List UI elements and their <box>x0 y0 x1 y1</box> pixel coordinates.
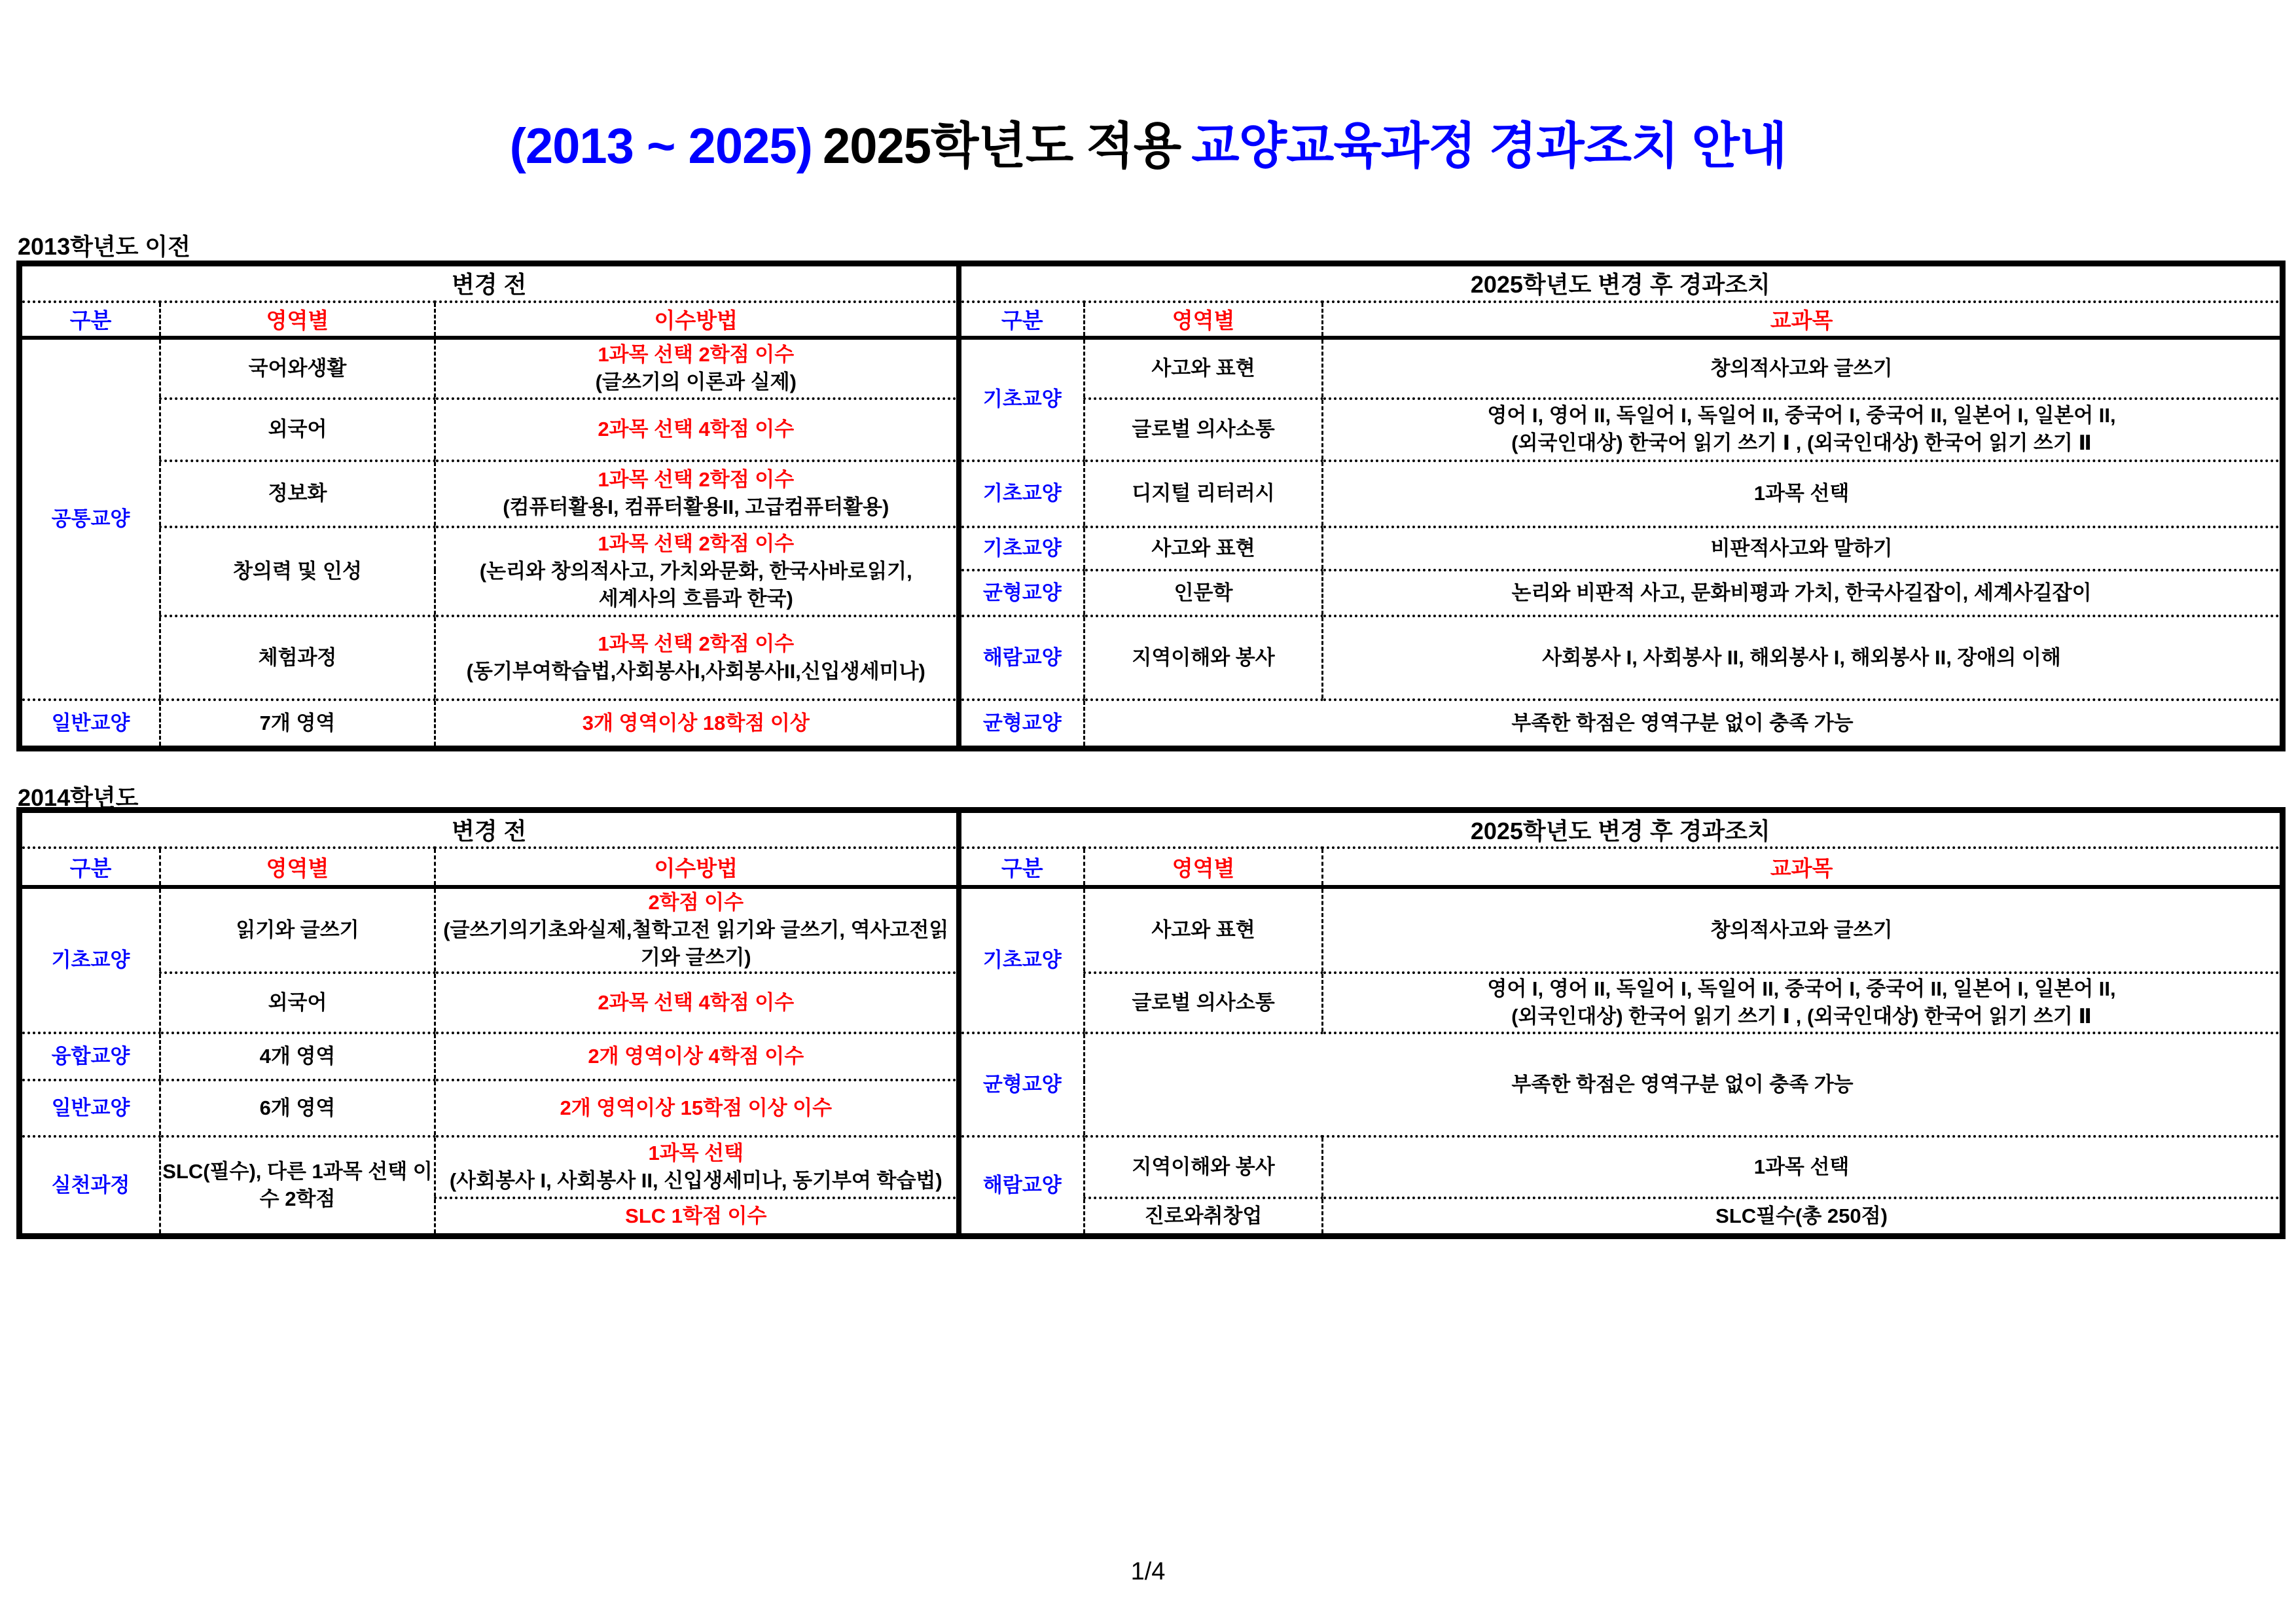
table-2014-container <box>16 807 2286 1239</box>
table-row <box>20 461 2283 527</box>
table-header-row <box>20 810 2283 848</box>
cell-text: 지역이해와 봉사 <box>1132 1155 1275 1178</box>
table-cell <box>435 1080 959 1136</box>
cell-text: 논리와 비판적 사고, 문화비평과 가치, 한국사길잡이, 세계사길잡이 <box>1511 581 2092 604</box>
cell-text: 세계사의 흐름과 한국) <box>598 586 793 610</box>
col-header-2: 이수방법 <box>435 302 959 338</box>
cell-text: 인문학 <box>1174 581 1233 604</box>
table-cell <box>1085 973 1323 1033</box>
cell-text: 공통교양 <box>51 507 130 530</box>
table-cell <box>1323 1198 2283 1236</box>
table-cell <box>435 1033 959 1080</box>
table-cell <box>1323 616 2283 700</box>
table-cell <box>435 616 959 700</box>
col-header-3: 구분 <box>959 848 1085 887</box>
cell-text: 국어와생활 <box>248 356 347 380</box>
cell-text: 2개 영역이상 4학점 이수 <box>588 1045 804 1068</box>
cell-text: (글쓰기의 이론과 실제) <box>595 370 797 393</box>
cell-text: (외국인대상) 한국어 읽기 쓰기 Ⅰ , (외국인대상) 한국어 읽기 쓰기 Ⅱ <box>1511 1005 2092 1028</box>
table-cell <box>959 570 1085 616</box>
cell-text: 1과목 선택 <box>648 1142 744 1164</box>
cell-text: 체험과정 <box>258 645 337 669</box>
table-row <box>20 527 2283 570</box>
header-before-change: 변경 전 <box>20 810 959 848</box>
table-cell <box>20 1080 160 1136</box>
cell-text: 기초교양 <box>982 948 1062 971</box>
cell-text: 기초교양 <box>982 388 1062 410</box>
cell-text: 일반교양 <box>51 1096 130 1119</box>
table-cell <box>20 1136 160 1236</box>
table-cell <box>1085 399 1323 461</box>
cell-text: 외국어 <box>268 991 327 1014</box>
table-cell <box>1323 338 2283 399</box>
col-header-4: 영역별 <box>1085 848 1323 887</box>
table-row <box>20 973 2283 1033</box>
section-label-2014: 2014학년도 <box>18 784 139 811</box>
cell-text: (사회봉사 I, 사회봉사 II, 신입생세미나, 동기부여 학습법) <box>449 1169 942 1192</box>
table-row <box>20 1033 2283 1080</box>
table-cell <box>1323 399 2283 461</box>
table-cell <box>959 338 1085 461</box>
column-header-row <box>20 848 2283 887</box>
table-row <box>20 887 2283 973</box>
table-cell <box>160 1136 435 1236</box>
table-cell <box>959 461 1085 527</box>
table-cell <box>435 1136 959 1198</box>
cell-text: 1과목 선택 <box>1753 1155 1850 1178</box>
cell-text: 1과목 선택 2학점 이수 <box>598 468 795 491</box>
table-cell <box>160 1080 435 1136</box>
table-cell <box>1085 700 2283 749</box>
table-cell <box>1085 887 1323 973</box>
table-cell <box>1085 527 1323 570</box>
table-cell <box>959 700 1085 749</box>
table-cell <box>160 461 435 527</box>
table-cell <box>959 887 1085 1033</box>
table-cell <box>160 616 435 700</box>
cell-text: (논리와 창의적사고, 가치와문화, 한국사바로읽기, <box>479 559 912 583</box>
cell-text: 사고와 표현 <box>1151 536 1255 560</box>
cell-text: 기초교양 <box>982 482 1062 505</box>
transition-table-2014 <box>16 807 2286 1239</box>
cell-text: 창의적사고와 글쓰기 <box>1710 356 1893 380</box>
table-cell <box>435 399 959 461</box>
cell-text: 일반교양 <box>51 711 130 734</box>
table-cell <box>1085 1033 2283 1136</box>
table-row <box>20 616 2283 700</box>
cell-text: 균형교양 <box>982 711 1062 734</box>
transition-table-2013 <box>16 261 2286 751</box>
table-cell <box>435 461 959 527</box>
cell-text: 1과목 선택 2학점 이수 <box>598 532 795 555</box>
table-cell <box>20 887 160 1033</box>
col-header-4: 영역별 <box>1085 302 1323 338</box>
cell-text: 정보화 <box>268 482 327 505</box>
cell-text: 지역이해와 봉사 <box>1132 645 1275 669</box>
table-cell <box>160 887 435 973</box>
col-header-5: 교과목 <box>1323 302 2283 338</box>
cell-text: 진로와취창업 <box>1144 1204 1263 1227</box>
table-cell <box>160 338 435 399</box>
col-header-1: 영역별 <box>160 848 435 887</box>
section-label-2013: 2013학년도 이전 <box>18 233 190 260</box>
cell-text: 6개 영역 <box>259 1096 336 1119</box>
table-cell <box>1085 1198 1323 1236</box>
table-cell <box>1323 1136 2283 1198</box>
table-cell <box>1323 887 2283 973</box>
cell-text: 사고와 표현 <box>1151 918 1255 941</box>
cell-text: 2과목 선택 4학점 이수 <box>598 418 795 441</box>
table-cell <box>1323 973 2283 1033</box>
col-header-5: 교과목 <box>1323 848 2283 887</box>
cell-text: 2개 영역이상 15학점 이상 이수 <box>560 1096 833 1119</box>
title-main: 교양교육과정 경과조치 안내 <box>1191 118 1787 174</box>
cell-text: 1과목 선택 2학점 이수 <box>598 632 795 655</box>
cell-text: 해람교양 <box>982 645 1062 669</box>
table-cell <box>1323 527 2283 570</box>
cell-text: 기초교양 <box>982 536 1062 560</box>
cell-text: (외국인대상) 한국어 읽기 쓰기 Ⅰ , (외국인대상) 한국어 읽기 쓰기 Ⅱ <box>1511 431 2092 454</box>
cell-text: 7개 영역 <box>259 711 336 734</box>
cell-text: (동기부여학습법,사회봉사I,사회봉사II,신입생세미나) <box>466 659 925 683</box>
table-cell <box>435 1198 959 1236</box>
cell-text: 글로벌 의사소통 <box>1132 418 1275 441</box>
cell-text: 2학점 이수 <box>648 891 744 914</box>
cell-text: 2과목 선택 4학점 이수 <box>598 991 795 1014</box>
table-row <box>20 1136 2283 1198</box>
header-after-change: 2025학년도 변경 후 경과조치 <box>959 810 2283 848</box>
table-cell <box>160 973 435 1033</box>
table-cell <box>959 616 1085 700</box>
cell-text: 균형교양 <box>982 581 1062 604</box>
table-cell <box>435 338 959 399</box>
table-cell <box>1085 461 1323 527</box>
cell-text: 창의력 및 인성 <box>233 559 362 583</box>
cell-text: 부족한 학점은 영역구분 없이 충족 가능 <box>1511 1073 1854 1096</box>
col-header-3: 구분 <box>959 302 1085 338</box>
table-cell <box>20 338 160 700</box>
cell-text: 사고와 표현 <box>1151 356 1255 380</box>
title-year-range: (2013 ~ 2025) <box>509 118 812 174</box>
table-cell <box>435 973 959 1033</box>
cell-text: (글쓰기의기초와실제,철학고전 읽기와 글쓰기, 역사고전읽기와 글쓰기) <box>443 918 949 969</box>
table-cell <box>1085 338 1323 399</box>
cell-text: 1과목 선택 2학점 이수 <box>598 342 795 366</box>
header-after-change: 2025학년도 변경 후 경과조치 <box>959 264 2283 302</box>
table-cell <box>959 1136 1085 1236</box>
cell-text: (컴퓨터활용I, 컴퓨터활용II, 고급컴퓨터활용) <box>503 496 889 518</box>
cell-text: 읽기와 글쓰기 <box>236 918 359 941</box>
table-cell <box>1323 461 2283 527</box>
cell-text: 1과목 선택 <box>1753 482 1850 505</box>
cell-text: 기초교양 <box>51 948 130 971</box>
cell-text: 영어 I, 영어 II, 독일어 I, 독일어 II, 중국어 I, 중국어 II, 일본어 I, 일본어 II, <box>1487 977 2116 1000</box>
cell-text: 4개 영역 <box>259 1045 336 1068</box>
cell-text: 글로벌 의사소통 <box>1132 991 1275 1014</box>
col-header-1: 영역별 <box>160 302 435 338</box>
col-header-0: 구분 <box>20 848 160 887</box>
table-cell <box>959 527 1085 570</box>
table-cell <box>1323 570 2283 616</box>
cell-text: 디지털 리터러시 <box>1132 482 1275 505</box>
table-cell <box>20 1033 160 1080</box>
page-number: 1/4 <box>1130 1558 1166 1585</box>
cell-text: 부족한 학점은 영역구분 없이 충족 가능 <box>1511 711 1854 734</box>
table-row <box>20 338 2283 399</box>
cell-text: 해람교양 <box>982 1173 1062 1197</box>
table-cell <box>160 700 435 749</box>
cell-text: 균형교양 <box>982 1073 1062 1096</box>
table-cell <box>160 1033 435 1080</box>
cell-text: SLC(필수), 다른 1과목 선택 이수 2학점 <box>162 1159 433 1210</box>
table-cell <box>435 700 959 749</box>
col-header-0: 구분 <box>20 302 160 338</box>
table-cell <box>435 527 959 616</box>
table-header-row <box>20 264 2283 302</box>
table-cell <box>160 527 435 616</box>
column-header-row <box>20 302 2283 338</box>
cell-text: 외국어 <box>268 418 327 441</box>
table-cell <box>20 700 160 749</box>
cell-text: SLC 1학점 이수 <box>625 1204 767 1227</box>
table-cell <box>959 1033 1085 1136</box>
cell-text: 영어 I, 영어 II, 독일어 I, 독일어 II, 중국어 I, 중국어 II, 일본어 I, 일본어 II, <box>1487 404 2116 427</box>
page-title <box>0 106 2296 177</box>
cell-text: 창의적사고와 글쓰기 <box>1710 918 1893 941</box>
table-cell <box>1085 570 1323 616</box>
table-cell <box>435 887 959 973</box>
table-row <box>20 399 2283 461</box>
table-2013-container <box>16 261 2286 751</box>
cell-text: SLC필수(총 250점) <box>1715 1204 1888 1227</box>
table-cell <box>1085 616 1323 700</box>
table-row <box>20 700 2283 749</box>
col-header-2: 이수방법 <box>435 848 959 887</box>
table-cell <box>1085 1136 1323 1198</box>
header-before-change: 변경 전 <box>20 264 959 302</box>
table-cell <box>160 399 435 461</box>
cell-text: 3개 영역이상 18학점 이상 <box>582 711 810 734</box>
cell-text: 융합교양 <box>51 1045 130 1068</box>
cell-text: 사회봉사 I, 사회봉사 II, 해외봉사 I, 해외봉사 II, 장애의 이해 <box>1542 645 2061 669</box>
title-apply-year: 2025학년도 적용 <box>822 118 1181 174</box>
cell-text: 비판적사고와 말하기 <box>1710 536 1893 560</box>
cell-text: 실천과정 <box>51 1173 130 1197</box>
